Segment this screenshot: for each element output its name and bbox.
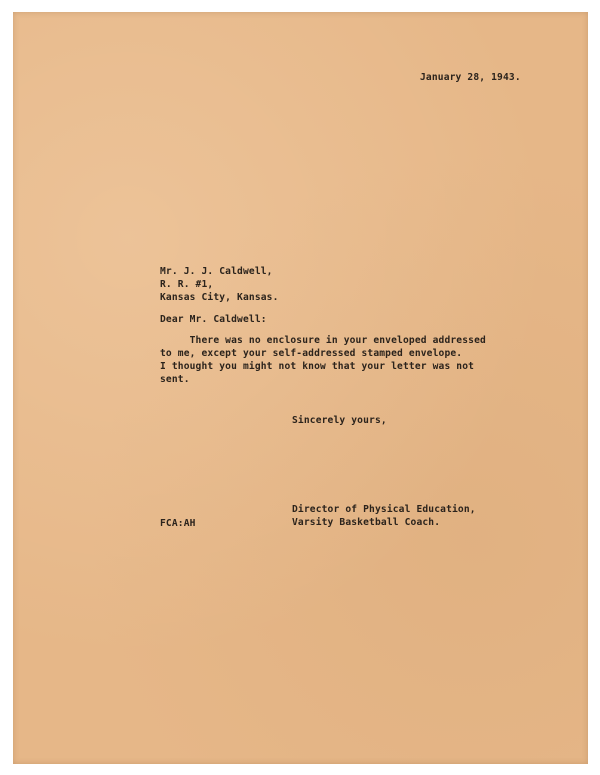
body-line: to me, except your self-addressed stamped envelope. — [160, 348, 463, 359]
salutation: Dear Mr. Caldwell: — [160, 314, 267, 325]
signature-line: Varsity Basketball Coach. — [292, 517, 441, 528]
body-line: I thought you might not know that your letter was not — [160, 361, 475, 372]
letter-date: January 28, 1943. — [420, 72, 521, 83]
letter-body — [160, 334, 486, 386]
complimentary-closing: Sincerely yours, — [292, 415, 387, 426]
letter-page — [13, 12, 588, 764]
signature-block — [292, 503, 476, 529]
recipient-line: Mr. J. J. Caldwell, — [160, 266, 273, 277]
recipient-line: R. R. #1, — [160, 279, 214, 290]
reference-initials: FCA:AH — [160, 518, 196, 529]
body-line: There was no enclosure in your enveloped addressed — [160, 335, 486, 346]
recipient-line: Kansas City, Kansas. — [160, 292, 279, 303]
signature-line: Director of Physical Education, — [292, 504, 476, 515]
recipient-address — [160, 265, 279, 304]
body-line: sent. — [160, 374, 190, 385]
